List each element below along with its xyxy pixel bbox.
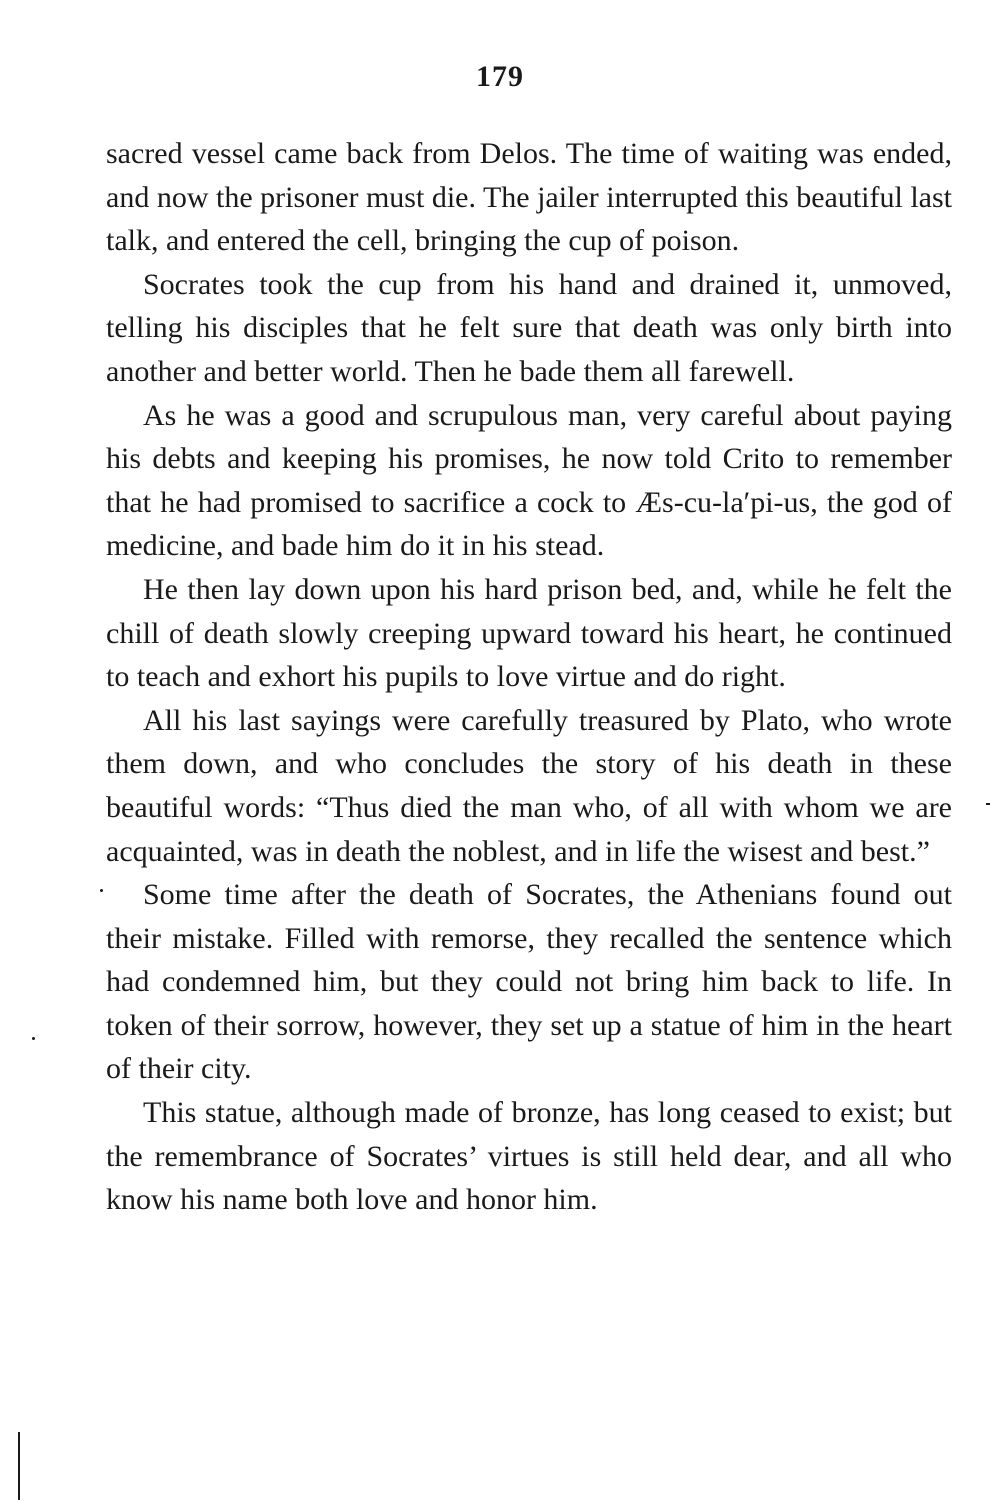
paragraph-crito-sacrifice: As he was a good and scrupulous man, very careful about paying his debts and keeping his promises, he now told Crito to remember that he had promised to sacrifice a cock to Æs-cu-la′pi-us, the god of medicine, and bade him do it in his stead. — [106, 398, 952, 563]
body-text — [106, 132, 952, 1222]
paragraph-athenians-remorse: Some time after the death of Socrates, the Athenians found out their mistake. Filled with remorse, they recalled the sentence which had condemned him, but they could not bring him back to life. In token of their sorrow, however, they set up a statue of him in the heart of their city. — [106, 878, 952, 1086]
paragraph-plato-words: All his last sayings were carefully treasured by Plato, who wrote them down, and who concludes the story of his death in these beautiful words: “Thus died the man who, of all with whom we are acquainted, was in death the noblest, and in life the wisest and best.” — [106, 703, 952, 868]
scan-speck — [100, 889, 103, 892]
paragraph-cup-of-poison: Socrates took the cup from his hand and drained it, unmoved, telling his disciples that he felt sure that death was only birth into another and better world. Then he bade them all farewell. — [106, 267, 952, 388]
scan-speck — [986, 803, 990, 805]
paragraph-delos-continuation: sacred vessel came back from Delos. The time of waiting was ended, and now the prisoner must die. The jailer interrupted this beautiful last talk, and entered the cell, bringing the cup of poison. — [106, 137, 952, 258]
paragraph-prison-bed: He then lay down upon his hard prison bed, and, while he felt the chill of death slowly creeping upward toward his heart, he continued to teach and exhort his pupils to love virtue and do right. — [106, 572, 952, 694]
scan-margin-rule — [18, 1432, 20, 1500]
page-number: 179 — [476, 60, 524, 93]
paragraph-bronze-statue: This statue, although made of bronze, has long ceased to exist; but the remembrance of Socrates’ virtues is still held dear, and all who know his name both love and honor him. — [106, 1096, 952, 1217]
scan-speck — [32, 1037, 35, 1040]
